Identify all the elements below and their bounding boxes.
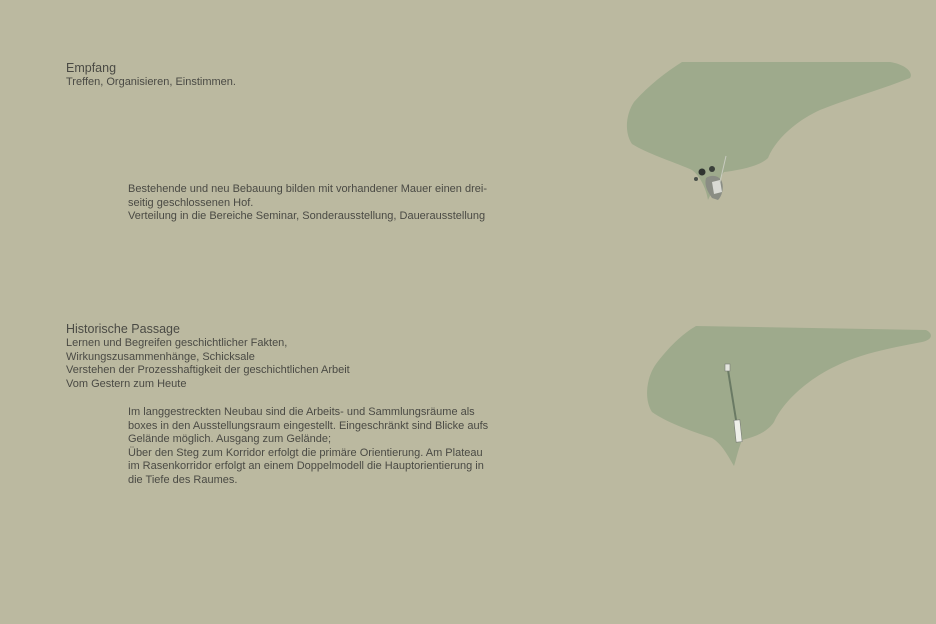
- passage-description-line: boxes in den Ausstellungsraum eingestellt. Eingeschränkt sind Blicke aufs: [128, 419, 489, 432]
- passage-description-line: die Tiefe des Raumes.: [128, 473, 238, 486]
- passage-description-line: Über den Steg zum Korridor erfolgt die primäre Orientierung. Am Plateau: [128, 446, 483, 459]
- empfang-description-line: seitig geschlossenen Hof.: [128, 196, 254, 209]
- empfang-section: [66, 61, 236, 90]
- passage-intro-line: Vom Gestern zum Heute: [66, 377, 187, 390]
- passage-section: [66, 322, 350, 391]
- passage-intro-line: Lernen und Begreifen geschichtlicher Fakten,: [66, 337, 288, 349]
- empfang-title: Empfang: [66, 61, 117, 75]
- site-area: [647, 326, 931, 466]
- empfang-subtitle: Treffen, Organisieren, Einstimmen.: [66, 76, 236, 88]
- empfang-description: [128, 183, 487, 224]
- passage-site-plan: [640, 316, 936, 468]
- passage-description-line: Gelände möglich. Ausgang zum Gelände;: [128, 433, 332, 445]
- passage-intro-line: Verstehen der Prozesshaftigkeit der geschichtlichen Arbeit: [66, 364, 350, 376]
- empfang-description-line: Verteilung in die Bereiche Seminar, Sonderausstellung, Dauerausstellung: [128, 210, 486, 222]
- passage-title: Historische Passage: [66, 322, 180, 336]
- empfang-description-line: Bestehende und neu Bebauung bilden mit vorhandener Mauer einen drei-: [128, 183, 487, 195]
- passage-description-line: im Rasenkorridor erfolgt an einem Doppelmodell die Hauptorientierung in: [128, 460, 484, 472]
- empfang-site-plan: [620, 52, 920, 212]
- passage-intro-line: Wirkungszusammenhänge, Schicksale: [66, 350, 255, 363]
- passage-description-line: Im langgestreckten Neubau sind die Arbeits- und Sammlungsräume als: [128, 406, 475, 418]
- passage-description: [128, 406, 488, 487]
- site-area: [627, 62, 911, 200]
